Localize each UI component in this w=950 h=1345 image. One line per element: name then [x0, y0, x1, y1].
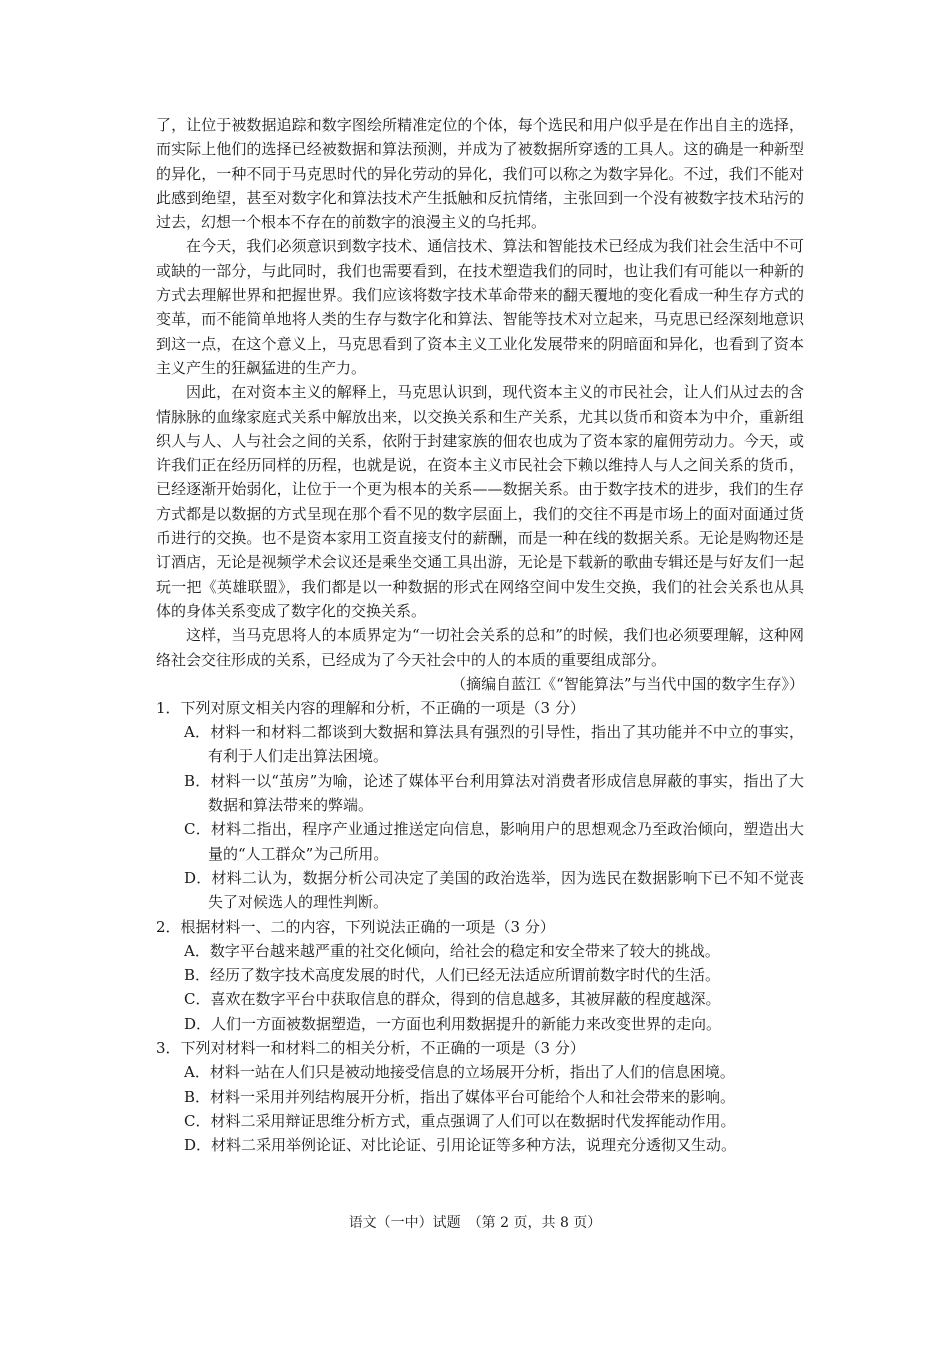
question-2 [156, 915, 804, 1036]
option-b: B．材料一以“茧房”为喻，论述了媒体平台利用算法对消费者形成信息屏蔽的事实，指出了大数据和算法带来的弊端。 [184, 771, 804, 815]
option-c: C．材料二采用辩证思维分析方式，重点强调了人们可以在数据时代发挥能动作用。 [184, 1111, 736, 1130]
option-b: B．材料一采用并列结构展开分析，指出了媒体平台可能给个人和社会带来的影响。 [184, 1087, 736, 1106]
passage-paragraph: 了，让位于被数据追踪和数字图绘所精准定位的个体，每个选民和用户似乎是在作出自主的选择，而实际上他们的选择已经被数据和算法预测，并成为了被数据所穿透的工具人。这的确是一种新型的异化，一种不同于马克思时代的异化劳动的异化，我们可以称之为数字异化。不过，我们不能对此感到绝望，甚至对数字化和算法技术产生抵触和反抗情绪，主张回到一个没有被数字技术玷污的过去，幻想一个根本不存在的前数字的浪漫主义的乌托邦。 [156, 116, 804, 232]
option-d: D．材料二采用举例论证、对比论证、引用论证等多种方法，说理充分透彻又生动。 [184, 1136, 737, 1155]
option-d: D．人们一方面被数据塑造，一方面也利用数据提升的新能力来改变世界的走向。 [184, 1014, 722, 1033]
question-1 [156, 696, 804, 915]
option-c: C．喜欢在数字平台中获取信息的群众，得到的信息越多，其被屏蔽的程度越深。 [184, 990, 721, 1009]
question-stem: 1．下列对原文相关内容的理解和分析，不正确的一项是（3 分） [156, 698, 585, 717]
page-footer: 语文（一中）试题 （第 2 页，共 8 页） [348, 1215, 602, 1231]
option-b: B．经历了数字技术高度发展的时代，人们已经无法适应所谓前数字时代的生活。 [184, 966, 721, 985]
option-a: A．数字平台越来越严重的社交化倾向，给社会的稳定和安全带来了较大的挑战。 [184, 941, 720, 960]
option-a: A．材料一站在人们只是被动地接受信息的立场展开分析，指出了人们的信息困境。 [184, 1063, 735, 1082]
question-list [156, 696, 804, 1158]
exam-page [156, 113, 804, 1157]
passage-paragraph: 这样，当马克思将人的本质界定为“一切社会关系的总和”的时候，我们也必须要理解，这种网络社会交往形成的关系，已经成为了今天社会中的人的本质的重要组成部分。 [156, 626, 804, 669]
question-stem: 3．下列对材料一和材料二的相关分析，不正确的一项是（3 分） [156, 1038, 585, 1057]
passage [156, 113, 804, 696]
option-a: A．材料一和材料二都谈到大数据和算法具有强烈的引导性，指出了其功能并不中立的事实，有利于人们走出算法困境。 [184, 723, 804, 766]
option-d: D．材料二认为，数据分析公司决定了美国的政治选举，因为选民在数据影响下已不知不觉丧失了对候选人的理性判断。 [184, 868, 804, 912]
passage-source: （摘编自蓝江《“智能算法”与当代中国的数字生存》） [451, 674, 804, 693]
question-stem: 2．根据材料一、二的内容，下列说法正确的一项是（3 分） [156, 917, 555, 936]
option-c: C．材料二指出，程序产业通过推送定向信息，影响用户的思想观念乃至政治倾向，塑造出大量的“人工群众”为己所用。 [184, 820, 804, 863]
question-3 [156, 1036, 804, 1157]
passage-paragraph: 在今天，我们必须意识到数字技术、通信技术、算法和智能技术已经成为我们社会生活中不可或缺的一部分，与此同时，我们也需要看到，在技术塑造我们的同时，也让我们有可能以一种新的方式去理解世界和把握世界。我们应该将数字技术革命带来的翻天覆地的变化看成一种生存方式的变革，而不能简单地将人类的生存与数字化和算法、智能等技术对立起来，马克思已经深刻地意识到这一点，在这个意义上，马克思看到了资本主义工业化发展带来的阴暗面和异化，也看到了资本主义产生的狂飙猛进的生产力。 [156, 237, 804, 377]
passage-paragraph: 因此，在对资本主义的解释上，马克思认识到，现代资本主义的市民社会，让人们从过去的含情脉脉的血缘家庭式关系中解放出来，以交换关系和生产关系，尤其以货币和资本为中介，重新组织人与人、人与社会之间的关系，依附于封建家族的佃农也成为了资本家的雇佣劳动力。今天，或许我们正在经历同样的历程，也就是说，在资本主义市民社会下赖以维持人与人之间关系的货币，已经逐渐开始弱化，让位于一个更为根本的关系——数据关系。由于数字技术的进步，我们的生存方式都是以数据的方式呈现在那个看不见的数字层面上，我们的交往不再是市场上的面对面通过货币进行的交换。也不是资本家用工资直接支付的薪酬，而是一种在线的数据关系。无论是购物还是订酒店，无论是视频学术会议还是乘坐交通工具出游，无论是下载新的歌曲专辑还是与好友们一起玩一把《英雄联盟》，我们都是以一种数据的形式在网络空间中发生交换，我们的社会关系也从具体的身体关系变成了数字化的交换关系。 [156, 383, 804, 620]
